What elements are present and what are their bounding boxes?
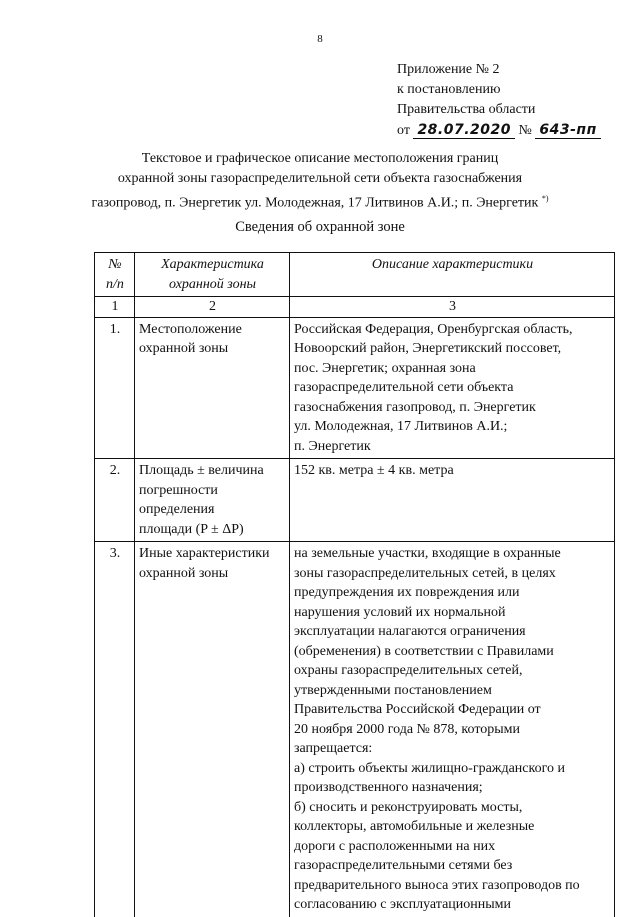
row-description: Российская Федерация, Оренбургская область, Новоорский район, Энергетикский поссовет, пос. Энергетик; охранная зона газораспределительной сети объекта газоснабжения газопровод, п. Энергетик ул. Молодежная, 17 Литвинов А.И.; п. Энергетик <box>290 317 615 459</box>
table-row <box>95 317 615 459</box>
row-number: 3. <box>95 542 135 917</box>
row-characteristic: Местоположение охранной зоны <box>135 317 290 459</box>
header-number: № п/п <box>95 253 135 297</box>
index-cell: 2 <box>135 297 290 318</box>
row-description: 152 кв. метра ± 4 кв. метра <box>290 459 615 542</box>
footnote-mark: *) <box>541 194 549 203</box>
table-header-row <box>95 253 615 297</box>
heading-line-3: газопровод, п. Энергетик ул. Молодежная, 17 Литвинов А.И.; п. Энергетик *) <box>91 194 549 211</box>
row-number: 1. <box>95 317 135 459</box>
row-number: 2. <box>95 459 135 542</box>
zone-info-table <box>94 252 615 917</box>
appendix-block <box>397 60 627 141</box>
row-characteristic: Площадь ± величина погрешности определения площади (P ± ΔP) <box>135 459 290 542</box>
appendix-date-line <box>397 120 627 141</box>
table-row <box>95 542 615 917</box>
index-cell: 1 <box>95 297 135 318</box>
section-title: Сведения об охранной зоне <box>235 219 405 235</box>
row-description: на земельные участки, входящие в охранные зоны газораспределительных сетей, в целях предупреждения их повреждения или нарушения условий их нормальной эксплуатации налагаются ограничения (обременения) в соответствии с Правилами охраны газораспределительных сетей, утвержденными постановлением Правительства Российской Федерации от 20 ноября 2000 года № 878, которыми запрещается: а) строить объекты жилищно-гражданского и производственного назначения; б) сносить и реконструировать мосты, коллекторы, автомобильные и железные дороги с расположенными на них газораспределительными сетями без предварительного выноса этих газопроводов по согласованию с эксплуатационными <box>290 542 615 917</box>
header-characteristic: Характеристика охранной зоны <box>135 253 290 297</box>
heading-line-2: охранной зоны газораспределительной сети объекта газоснабжения <box>117 171 523 186</box>
appendix-title: Приложение № 2 <box>397 62 500 77</box>
appendix-government-line: Правительства области <box>397 102 536 117</box>
document-heading <box>60 149 580 214</box>
index-cell: 3 <box>290 297 615 318</box>
heading-line-1: Текстовое и графическое описание местоположения границ <box>141 151 499 166</box>
row-characteristic: Иные характеристики охранной зоны <box>135 542 290 917</box>
header-description: Описание характеристики <box>290 253 615 297</box>
handwritten-number: 643-пп <box>535 122 600 139</box>
date-prefix: от <box>397 123 410 138</box>
number-prefix: № <box>518 123 532 138</box>
table-row <box>95 459 615 542</box>
appendix-resolution-line: к постановлению <box>397 82 501 97</box>
handwritten-date: 28.07.2020 <box>413 122 515 139</box>
table-index-row <box>95 297 615 318</box>
page-number: 8 <box>317 33 323 45</box>
